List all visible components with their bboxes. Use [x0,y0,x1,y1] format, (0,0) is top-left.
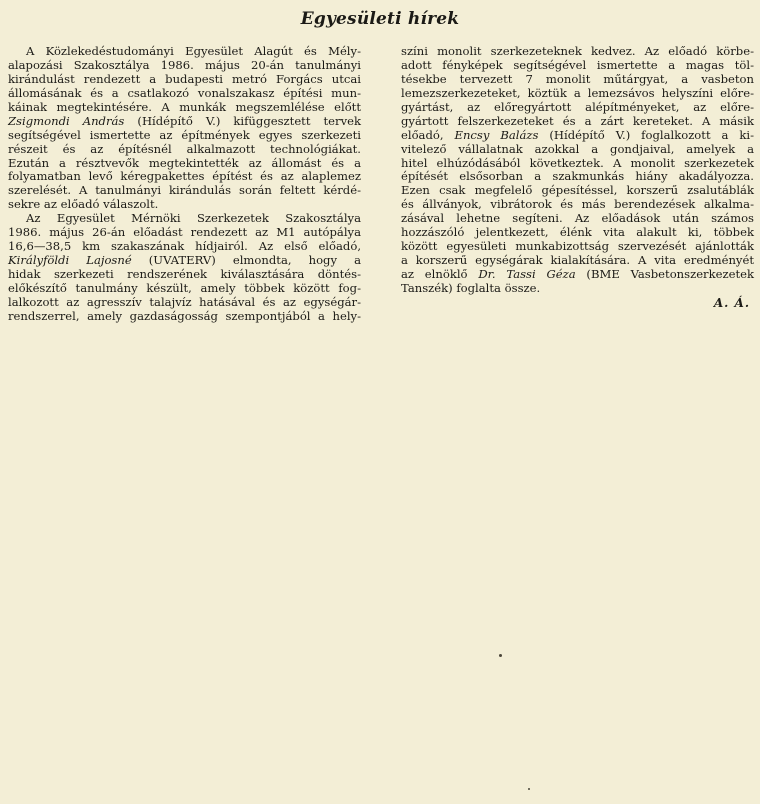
text-line: építését elsősorban a szakmunkás hiány akadályozza. [401,169,754,184]
text-line: színi monolit szerkezeteknek kedvez. Az előadó körbe- [401,44,754,58]
text-line: adott fényképek segítségével ismertette a magas töl- [401,57,754,72]
text-line: állomásának és a csatlakozó vonalszakasz építési mun- [8,85,361,100]
scan-speck [499,654,502,657]
text-line [8,115,361,129]
text-line: gyártott felszerkezeteket és a zárt kereteket. A másik [401,113,754,128]
page-title: Egyesületi hírek [300,9,460,29]
text-line: és állványok, vibrátorok és más berendezések alkalma- [401,197,754,212]
person-name: Dr. Tassi Géza [478,267,576,281]
person-name: Királyföldi Lajosné [8,253,132,268]
right-column [401,45,754,296]
text-line: hidak szerkezeti rendszerének kiválasztására döntés- [8,267,361,281]
text-line: előadó, Encsy Balázs (Hídépítő V.) foglalkozott a ki- [401,127,755,142]
person-name: Zsigmondi András [8,113,125,128]
text-line: szerelését. A tanulmányi kirándulás során feltett kérdé- [8,183,361,198]
text-line: Ezen csak megfelelő gépesítéssel, korszerű zsalutáblák [401,183,754,198]
line-text: (Hídépítő V.) kifüggesztett tervek [137,113,362,128]
text-line: gyártást, az előregyártott alépítményeket, az előre- [401,99,754,114]
person-name: Encsy Balázs [454,127,539,142]
text-line: zásával lehetne segíteni. Az előadások után számos [401,211,754,226]
text-line: tésekbe tervezett 7 monolit műtárgyat, a vasbeton [401,71,754,86]
text-line: A Közlekedéstudományi Egyesület Alagút és Mély- [26,44,361,58]
text-line: sekre az előadó válaszolt. [8,197,159,212]
text-line: 16,6—38,5 km szakaszának hídjairól. Az első előadó, [8,239,361,254]
text-line: 1986. május 26-án előadást rendezett az M1 autópálya [8,225,361,240]
text-line: Ezután a résztvevők megtekintették az állomást és a [8,155,361,170]
scan-speck [528,788,530,790]
text-line: kirándulást rendezett a budapesti metró Forgács utcai [8,71,361,86]
text-line: alapozási Szakosztálya 1986. május 20-án tanulmányi [8,57,361,72]
text-line [8,254,361,268]
text-line: lalkozott az agresszív talajvíz hatásával és az egységár- [8,294,361,309]
text-line: folyamatban levő kéregpakettes építést és az alaplemez [8,169,361,184]
text-line: rendszerrel, amely gazdaságosság szempontjából a hely- [8,308,361,323]
text-line: káinak megtekintésére. A munkák megszemlélése előtt [8,99,361,114]
text-line: segítségével ismertette az építmények egyes szerkezeti [8,127,361,142]
text-line: hitel elhúzódásából következtek. A monolit szerkezetek [401,155,754,170]
text-line: előkészítő tanulmány készült, amely többek között fog- [8,280,361,295]
line-text: (UVATERV) elmondta, hogy a [148,253,361,268]
text-line: hozzászóló jelentkezett, élénk vita alakult ki, többek [401,225,754,240]
text-line: vitelező vállalatnak azokkal a gondjaival, amelyek a [401,141,754,156]
text-line: részeit és az építésnél alkalmazott technológiákat. [8,141,361,156]
text-line: az elnöklő Dr. Tassi Géza (BME Vasbetonszerkezetek [401,267,755,281]
author-signature: A. Á. [713,296,750,310]
left-column [8,45,361,324]
text-line: között egyesületi munkabizottság szervezését ajánlották [401,239,754,254]
text-line: a korszerű egységárak kialakítására. A vita eredményét [401,253,754,268]
text-line: Tanszék) foglalta össze. [401,280,541,295]
text-line: Az Egyesület Mérnöki Szerkezetek Szakosztálya [26,211,361,226]
text-line: lemezszerkezeteket, köztük a lemezsávos helyszíni előre- [401,85,754,100]
